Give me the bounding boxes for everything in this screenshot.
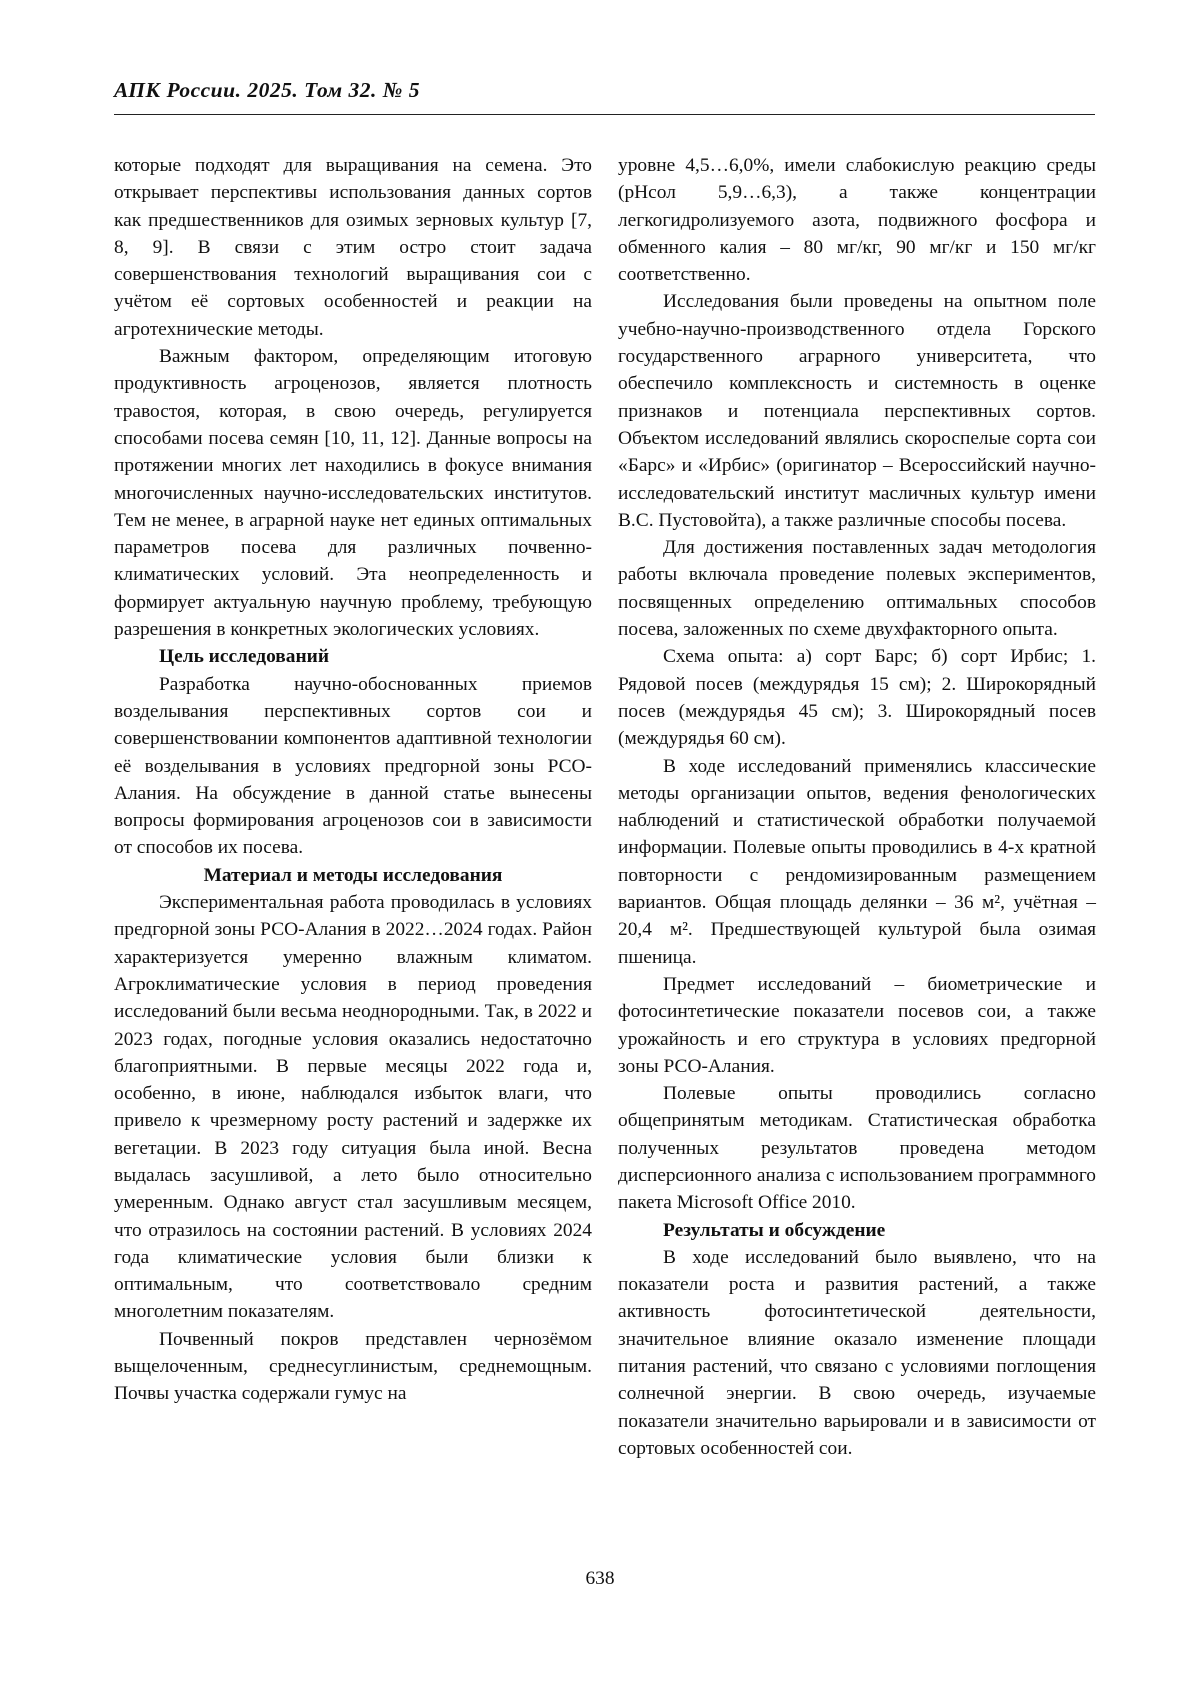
journal-running-header: АПК России. 2025. Том 32. № 5 (114, 78, 421, 102)
section-heading-goal: Цель исследований (159, 646, 329, 668)
left-paragraph-5: Почвенный покров представлен чернозёмом выщелоченным, среднесуглинистым, среднемощным. Почвы участка содержали гумус на (114, 1328, 592, 1405)
left-paragraph-4: Экспериментальная работа проводилась в условиях предгорной зоны РСО-Алания в 2022…2024 годах. Район характеризуется умеренно влажным климатом. Агроклиматические условия в период проведения исследований были весьма неоднородными. Так, в 2022 и 2023 годах, погодные условия оказались недостаточно благоприятными. В первые месяцы 2022 года и, особенно, в июне, наблюдался избыток влаги, что привело к чрезмерному росту растений и задержке их вегетации. В 2023 году ситуация была иной. Весна выдалась засушливой, а лето было относительно умеренным. Однако август стал засушливым месяцем, что отразилось на состоянии растений. В условиях 2024 года климатические условия были близки к оптимальным, что соответствовало средним многолетним показателям. (114, 892, 592, 1323)
left-paragraph-2: Важным фактором, определяющим итоговую продуктивность агроценозов, является плотность травостоя, которая, в свою очередь, регулируется способами посева семян [10, 11, 12]. Данные вопросы на протяжении многих лет находились в фокусе внимания многочисленных научно-исследовательских институтов. Тем не менее, в аграрной науке нет единых оптимальных параметров посева для различных почвенно-климатических условий. Эта неопределенность и формирует актуальную научную проблему, требующую разрешения в конкретных экологических условиях. (114, 346, 592, 641)
page-number: 638 (585, 1568, 615, 1589)
right-paragraph-3: Для достижения поставленных задач методология работы включала проведение полевых экспериментов, посвященных определению оптимальных способов посева, заложенных по схеме двухфакторного опыта. (618, 537, 1096, 641)
right-paragraph-2: Исследования были проведены на опытном поле учебно-научно-производственного отдела Горского государственного аграрного университета, что обеспечило комплексность и системность в оценке признаков и потенциала перспективных сортов. Объектом исследований являлись скороспелые сорта сои «Барс» и «Ирбис» (оригинатор – Всероссийский научно-исследовательский институт масличных культур имени В.С. Пустовойта), а также различные способы посева. (618, 291, 1096, 531)
header-divider (114, 114, 1095, 115)
right-paragraph-1: уровне 4,5…6,0%, имели слабокислую реакцию среды (pHсол 5,9…6,3), а также концентрации легкогидролизуемого азота, подвижного фосфора и обменного калия – 80 мг/кг, 90 мг/кг и 150 мг/кг соответственно. (618, 155, 1096, 286)
right-column (618, 152, 1096, 1462)
right-paragraph-7: Полевые опыты проводились согласно общепринятым методикам. Статистическая обработка полученных результатов проведена методом дисперсионного анализа с использованием программного пакета Microsoft Office 2010. (618, 1083, 1096, 1214)
right-paragraph-6: Предмет исследований – биометрические и фотосинтетические показатели посевов сои, а также урожайность и его структура в условиях предгорной зоны РСО-Алания. (618, 973, 1096, 1077)
right-paragraph-5: В ходе исследований применялись классические методы организации опытов, ведения фенологических наблюдений и статистической обработки получаемой информации. Полевые опыты проводились в 4-х кратной повторности с рендомизированным размещением вариантов. Общая площадь делянки – 36 м², учётная – 20,4 м². Предшествующей культурой была озимая пшеница. (618, 755, 1096, 968)
left-paragraph-1: которые подходят для выращивания на семена. Это открывает перспективы использования данных сортов как предшественников для озимых зерновых культур [7, 8, 9]. В связи с этим остро стоит задача совершенствования технологий выращивания сои с учётом её сортовых особенностей и реакции на агротехнические методы. (114, 155, 592, 340)
right-paragraph-8: В ходе исследований было выявлено, что на показатели роста и развития растений, а также активность фотосинтетической деятельности, значительное влияние оказало изменение площади питания растений, что связано с условиями поглощения солнечной энергии. В свою очередь, изучаемые показатели значительно варьировали и в зависимости от сортовых особенностей сои. (618, 1246, 1096, 1459)
section-heading-methods: Материал и методы исследования (203, 864, 503, 886)
right-paragraph-4: Схема опыта: а) сорт Барс; б) сорт Ирбис; 1. Рядовой посев (междурядья 15 см); 2. Широкорядный посев (междурядья 45 см); 3. Широкорядный посев (междурядья 60 см). (618, 646, 1096, 750)
left-paragraph-3: Разработка научно-обоснованных приемов возделывания перспективных сортов сои и совершенствовании компонентов адаптивной технологии её возделывания в условиях предгорной зоны РСО-Алания. На обсуждение в данной статье вынесены вопросы формирования агроценозов сои в зависимости от способов их посева. (114, 673, 592, 859)
left-column (114, 152, 592, 1408)
section-heading-results: Результаты и обсуждение (663, 1219, 886, 1241)
